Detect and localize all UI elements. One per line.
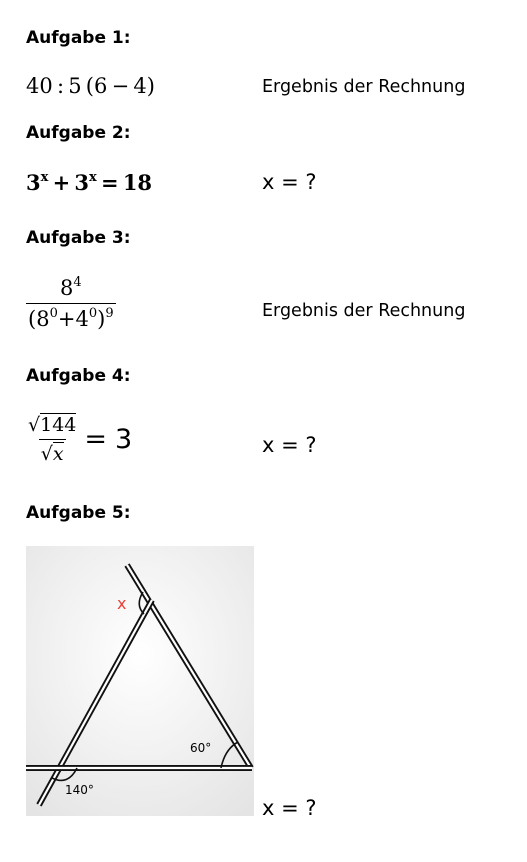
triangle-figure: [26, 546, 254, 816]
task-1-note: Ergebnis der Rechnung: [262, 77, 466, 97]
angle-label-x: x: [117, 594, 127, 613]
task-4-expression: $\frac{√144}{√x}$ = 3: [28, 414, 133, 465]
task-1-heading: Aufgabe 1:: [26, 28, 131, 48]
task-4-note: x = ?: [262, 433, 317, 457]
task-2-note: x = ?: [262, 170, 317, 194]
angle-label-140: 140°: [65, 783, 94, 797]
task-5-note: x = ?: [262, 796, 317, 820]
task-3-expression: $\frac{8^4}{(8^0+4^0)^9}$: [28, 275, 114, 331]
task-3-heading: Aufgabe 3:: [26, 228, 131, 248]
task-1-expression: 40 : 5 (6 − 4): [26, 74, 155, 98]
task-2-expression: 3$^x$ + 3$^x$ = 18: [26, 170, 153, 195]
task-5-heading: Aufgabe 5:: [26, 503, 131, 523]
angle-label-60: 60°: [190, 741, 212, 755]
task-2-heading: Aufgabe 2:: [26, 123, 131, 143]
task-4-heading: Aufgabe 4:: [26, 366, 131, 386]
task-3-note: Ergebnis der Rechnung: [262, 301, 466, 321]
